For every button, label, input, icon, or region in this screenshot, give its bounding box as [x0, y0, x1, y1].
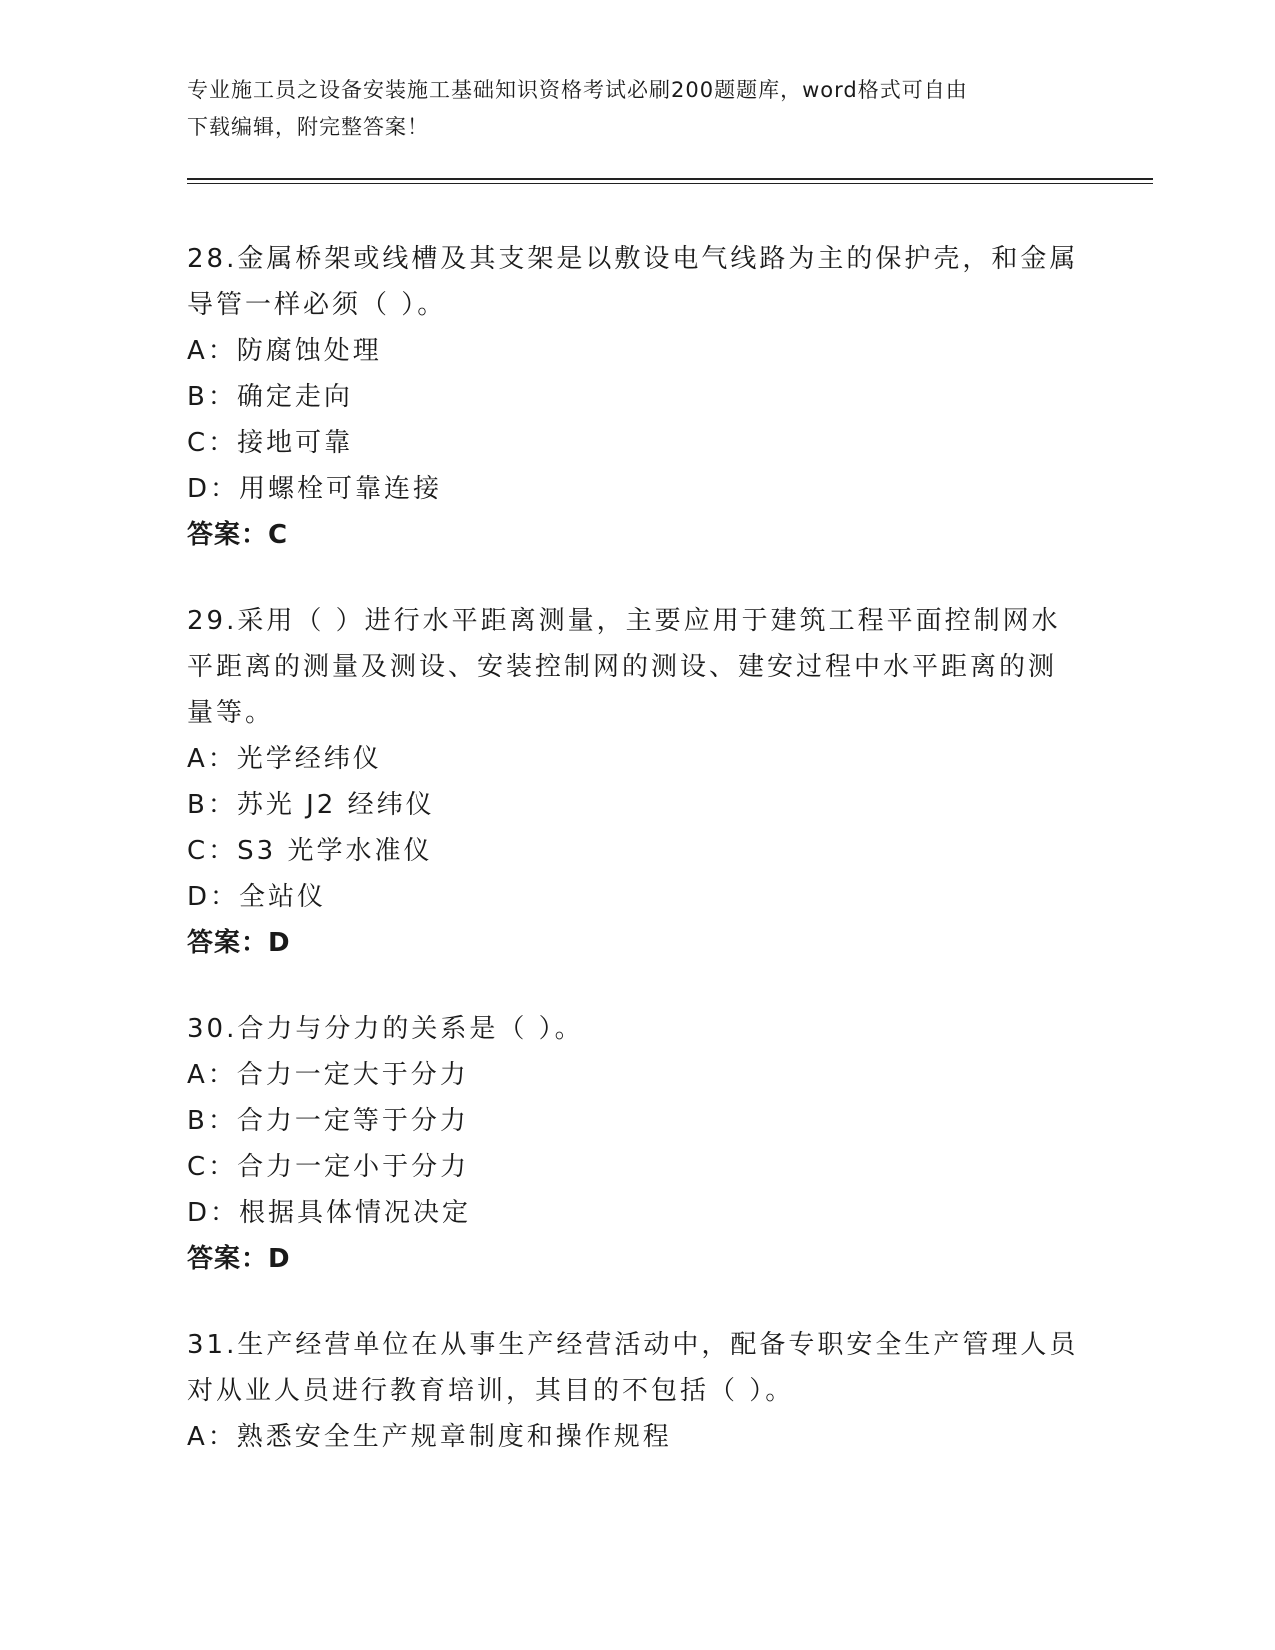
question-30 [187, 1006, 1087, 1282]
answer-line: 答案：C [187, 520, 289, 550]
question-text-line: 平距离的测量及测设、安装控制网的测设、建安过程中水平距离的测 [187, 652, 1058, 682]
header-line-2: 下载编辑，附完整答案！ [187, 115, 429, 139]
answer-line: 答案：D [187, 928, 291, 958]
question-28 [187, 236, 1087, 558]
header-divider-thin [187, 183, 1153, 184]
option-a: A：光学经纬仪 [187, 744, 382, 774]
question-text-line: 对从业人员进行教育培训，其目的不包括（ ）。 [187, 1376, 795, 1406]
header-line-1: 专业施工员之设备安装施工基础知识资格考试必刷200题题库，word格式可自由 [187, 78, 968, 102]
question-list [187, 236, 1087, 1500]
answer-line: 答案：D [187, 1244, 291, 1274]
option-b: B：确定走向 [187, 382, 353, 412]
question-text-line: 30.合力与分力的关系是（ ）。 [187, 1014, 584, 1044]
question-text-line: 31.生产经营单位在从事生产经营活动中，配备专职安全生产管理人员 [187, 1330, 1079, 1360]
option-b: B：苏光 J2 经纬仪 [187, 790, 435, 820]
option-c: C：合力一定小于分力 [187, 1152, 470, 1182]
question-29 [187, 598, 1087, 966]
question-text-line: 导管一样必须（ ）。 [187, 290, 447, 320]
question-31 [187, 1322, 1087, 1460]
question-text-line: 29.采用（ ）进行水平距离测量，主要应用于建筑工程平面控制网水 [187, 606, 1061, 636]
option-d: D：用螺栓可靠连接 [187, 474, 443, 504]
question-text-line: 量等。 [187, 698, 275, 728]
option-c: C：接地可靠 [187, 428, 354, 458]
option-a: A：熟悉安全生产规章制度和操作规程 [187, 1422, 672, 1452]
option-c: C：S3 光学水准仪 [187, 836, 433, 866]
option-a: A：防腐蚀处理 [187, 336, 382, 366]
option-a: A：合力一定大于分力 [187, 1060, 469, 1090]
question-text-line: 28.金属桥架或线槽及其支架是以敷设电气线路为主的保护壳，和金属 [187, 244, 1079, 274]
option-b: B：合力一定等于分力 [187, 1106, 469, 1136]
option-d: D：根据具体情况决定 [187, 1198, 472, 1228]
document-header [187, 72, 1067, 146]
header-divider-thick [187, 178, 1153, 180]
option-d: D：全站仪 [187, 882, 327, 912]
